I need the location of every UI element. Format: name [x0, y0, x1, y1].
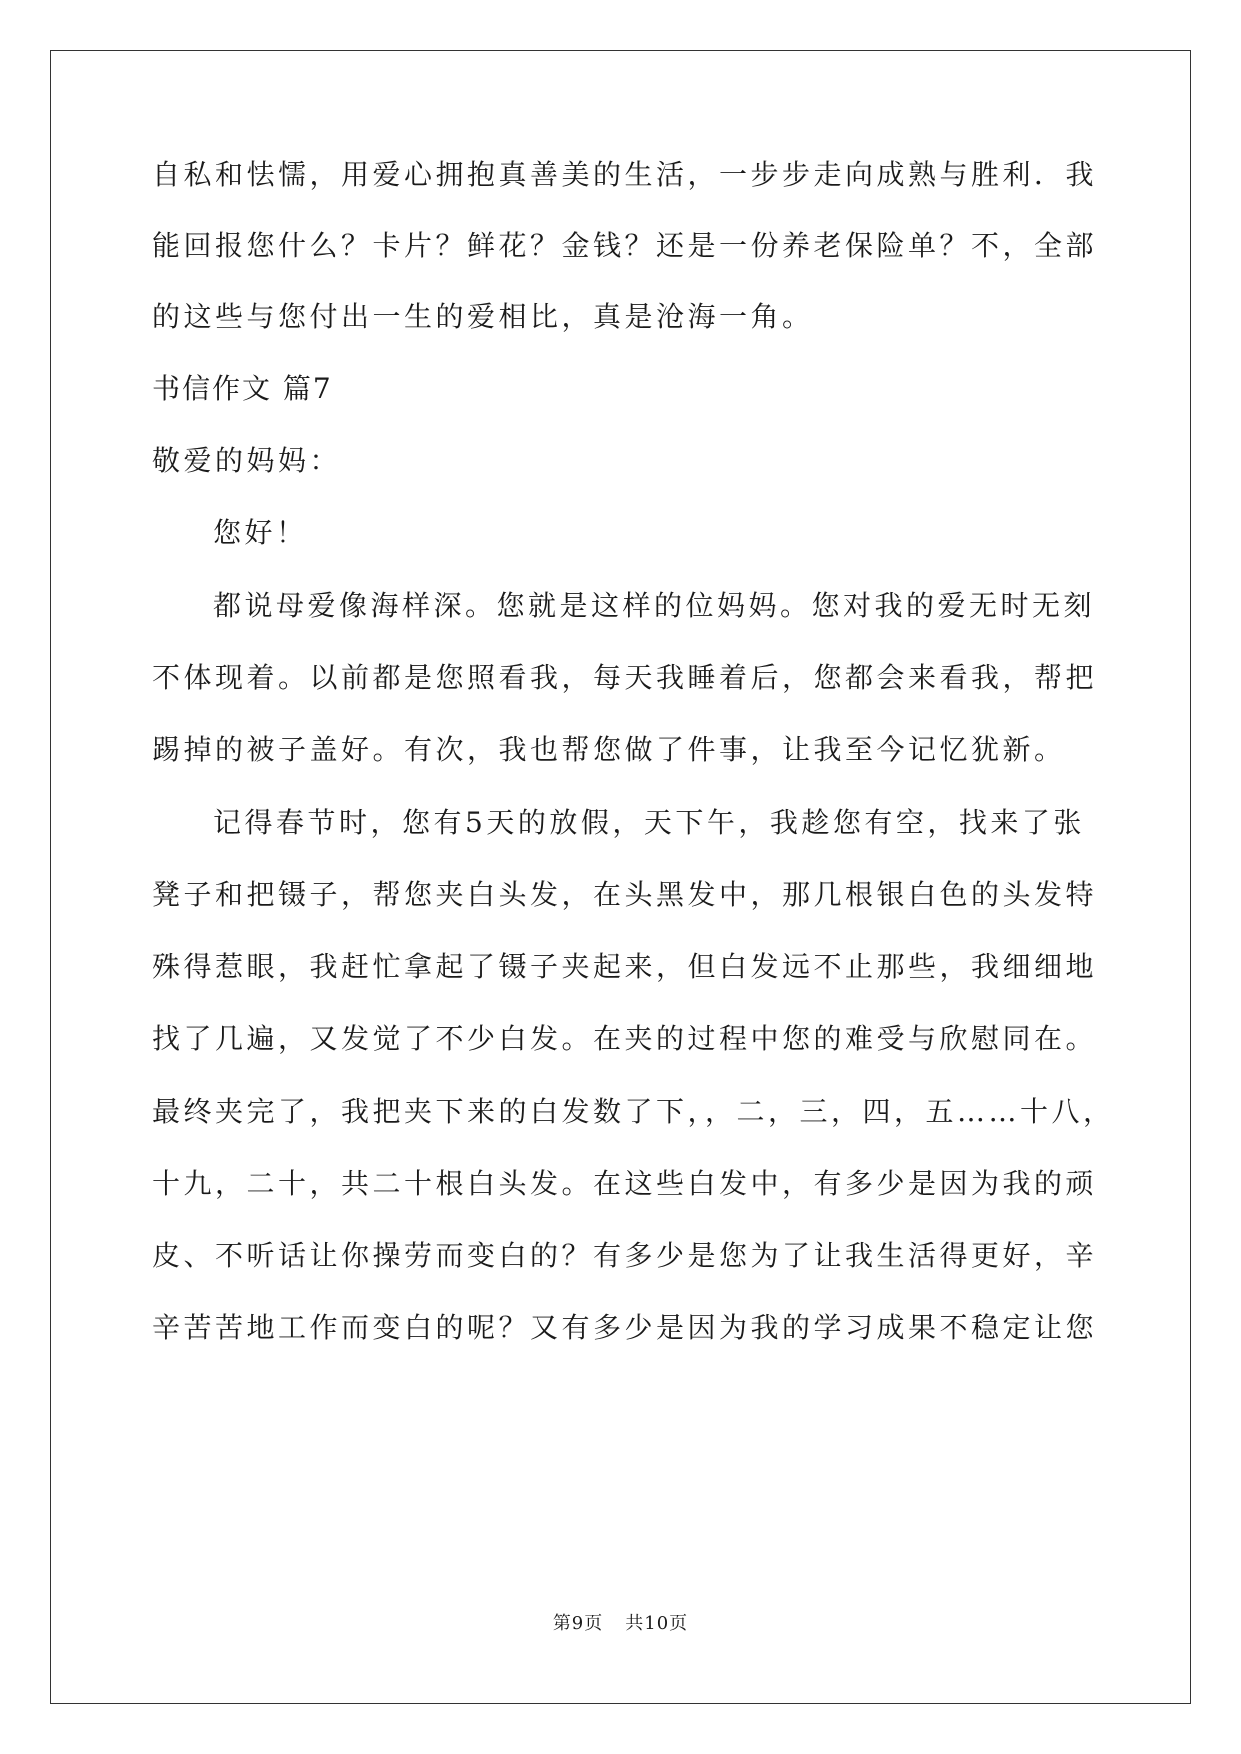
salutation: 敬爱的妈妈：	[152, 444, 342, 477]
section-heading: 书信作文 篇7	[152, 372, 333, 405]
body-text-line: 辛苦苦地工作而变白的呢？又有多少是因为我的学习成果不稳定让您	[152, 1311, 1098, 1344]
body-text-line: 皮、不听话让你操劳而变白的？有多少是您为了让我生活得更好，辛	[152, 1239, 1098, 1272]
current-page-number: 第9页	[552, 1613, 604, 1634]
body-text-line: 最终夹完了，我把夹下来的白发数了下，，二，三，四，五……十八，	[152, 1095, 1115, 1128]
body-text-line: 的这些与您付出一生的爱相比，真是沧海一角。	[152, 300, 814, 333]
body-text-line: 凳子和把镊子，帮您夹白头发，在头黑发中，那几根银白色的头发特	[152, 878, 1098, 911]
body-text-line: 不体现着。以前都是您照看我，每天我睡着后，您都会来看我，帮把	[152, 661, 1098, 694]
body-text-line: 都说母爱像海样深。您就是这样的位妈妈。您对我的爱无时无刻	[213, 589, 1096, 622]
body-text-line: 踢掉的被子盖好。有次，我也帮您做了件事，让我至今记忆犹新。	[152, 733, 1066, 766]
body-text-line: 自私和怯懦，用爱心拥抱真善美的生活，一步步走向成熟与胜利．我	[152, 158, 1098, 191]
body-text-line: 记得春节时，您有5天的放假，天下午，我趁您有空，找来了张	[213, 806, 1085, 839]
body-text-line: 十九，二十，共二十根白头发。在这些白发中，有多少是因为我的顽	[152, 1167, 1098, 1200]
page-footer	[0, 1612, 1241, 1636]
body-text-line: 能回报您什么？卡片？鲜花？金钱？还是一份养老保险单？不，全部	[152, 229, 1098, 262]
body-text-line: 殊得惹眼，我赶忙拿起了镊子夹起来，但白发远不止那些，我细细地	[152, 950, 1098, 983]
body-text-line: 找了几遍，又发觉了不少白发。在夹的过程中您的难受与欣慰同在。	[152, 1022, 1098, 1055]
total-pages: 共10页	[625, 1613, 689, 1634]
greeting: 您好！	[213, 516, 308, 549]
